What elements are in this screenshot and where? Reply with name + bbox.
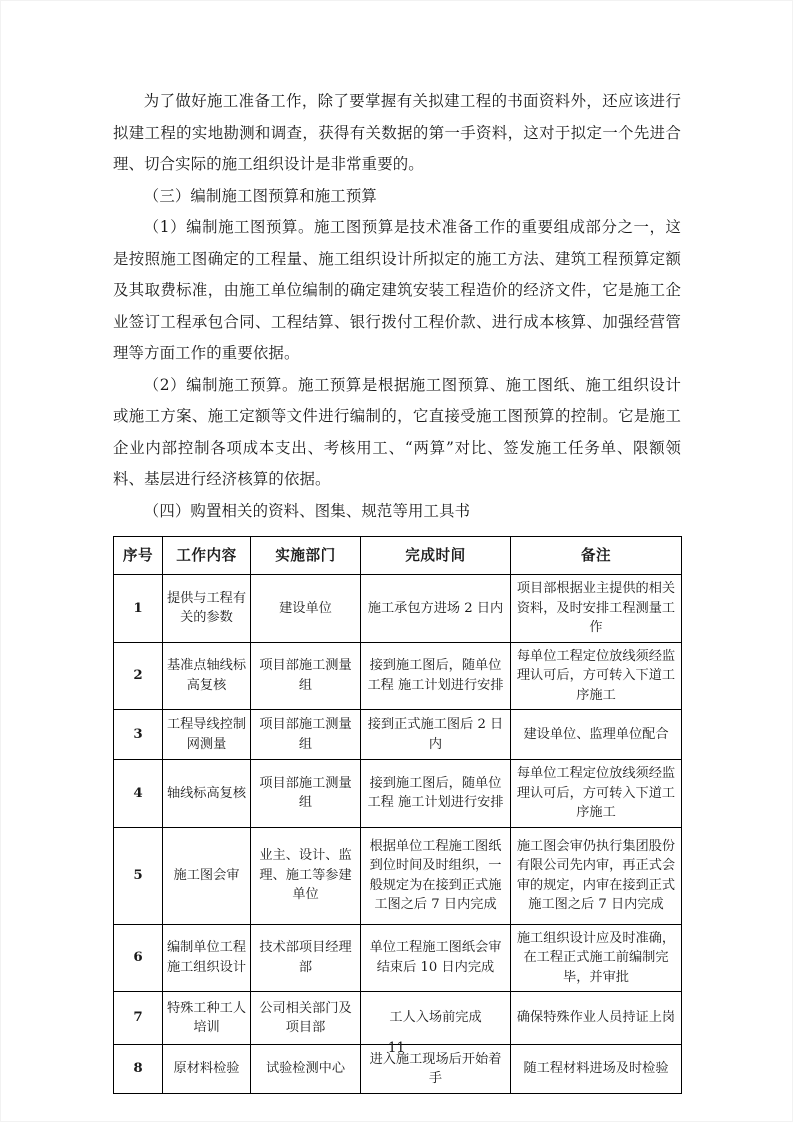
paragraph-3: （2）编制施工预算。施工预算是根据施工图预算、施工图纸、施工组织设计或施工方案、施工定额等文件进行编制的，它直接受施工图预算的控制。它是施工企业内部控制各项成本支出、考核用工、“两算”对比、签发施工任务单、限额领料、基层进行经济核算的依据。 bbox=[113, 375, 681, 488]
cell-dept: 项目部施工测量组 bbox=[251, 710, 361, 760]
cell-note: 随工程材料进场及时检验 bbox=[511, 1045, 682, 1094]
cell-time: 施工承包方进场 2 日内 bbox=[361, 575, 511, 643]
cell-time: 接到施工图后，随单位工程 施工计划进行安排 bbox=[361, 642, 511, 710]
cell-index: 3 bbox=[114, 710, 163, 760]
cell-note: 每单位工程定位放线须经监理认可后，方可转入下道工序施工 bbox=[511, 760, 682, 828]
cell-time: 接到施工图后，随单位工程 施工计划进行安排 bbox=[361, 760, 511, 828]
cell-work: 原材料检验 bbox=[163, 1045, 251, 1094]
table-header-index: 序号 bbox=[114, 537, 163, 575]
table-header-time: 完成时间 bbox=[361, 537, 511, 575]
cell-index: 8 bbox=[114, 1045, 163, 1094]
cell-index: 2 bbox=[114, 642, 163, 710]
cell-dept: 试验检测中心 bbox=[251, 1045, 361, 1094]
paragraph-heading-4: （四）购置相关的资料、图集、规范等用工具书 bbox=[143, 501, 471, 520]
cell-time: 根据单位工程施工图纸到位时间及时组织，一般规定为在接到正式施工图之后 7 日内完成 bbox=[361, 827, 511, 924]
cell-work: 编制单位工程施工组织设计 bbox=[163, 924, 251, 992]
cell-time: 工人入场前完成 bbox=[361, 992, 511, 1045]
work-table-container bbox=[113, 536, 681, 1094]
cell-index: 1 bbox=[114, 575, 163, 643]
table-row bbox=[114, 642, 682, 710]
table-header-row bbox=[114, 537, 682, 575]
table-row bbox=[114, 710, 682, 760]
cell-dept: 建设单位 bbox=[251, 575, 361, 643]
cell-note: 确保特殊作业人员持证上岗 bbox=[511, 992, 682, 1045]
cell-work: 基准点轴线标高复核 bbox=[163, 642, 251, 710]
table-header-work: 工作内容 bbox=[163, 537, 251, 575]
table-row bbox=[114, 924, 682, 992]
cell-note: 施工图会审仍执行集团股份有限公司先内审，再正式会审的规定，内审在接到正式施工图之后 7 日内完成 bbox=[511, 827, 682, 924]
cell-dept: 业主、设计、监理、施工等参建单位 bbox=[251, 827, 361, 924]
cell-dept: 项目部施工测量组 bbox=[251, 642, 361, 710]
cell-dept: 技术部项目经理部 bbox=[251, 924, 361, 992]
cell-note: 项目部根据业主提供的相关资料，及时安排工程测量工作 bbox=[511, 575, 682, 643]
cell-work: 施工图会审 bbox=[163, 827, 251, 924]
work-schedule-table bbox=[113, 536, 682, 1094]
paragraph-heading-3: （三）编制施工图预算和施工预算 bbox=[143, 186, 377, 205]
cell-time: 单位工程施工图纸会审结束后 10 日内完成 bbox=[361, 924, 511, 992]
cell-note: 施工组织设计应及时准确，在工程正式施工前编制完毕，并审批 bbox=[511, 924, 682, 992]
cell-index: 7 bbox=[114, 992, 163, 1045]
page-content bbox=[113, 86, 681, 1094]
cell-note: 每单位工程定位放线须经监理认可后，方可转入下道工序施工 bbox=[511, 642, 682, 710]
table-body bbox=[114, 575, 682, 1094]
table-row bbox=[114, 827, 682, 924]
table-header-dept: 实施部门 bbox=[251, 537, 361, 575]
paragraph-2: （1）编制施工图预算。施工图预算是技术准备工作的重要组成部分之一，这是按照施工图确定的工程量、施工组织设计所拟定的施工方法、建筑工程预算定额及其取费标准，由施工单位编制的确定建筑安装工程造价的经济文件，它是施工企业签订工程承包合同、工程结算、银行拨付工程价款、进行成本核算、加强经营管理等方面工作的重要依据。 bbox=[113, 218, 681, 362]
cell-time: 进入施工现场后开始着手 bbox=[361, 1045, 511, 1094]
cell-work: 工程导线控制网测量 bbox=[163, 710, 251, 760]
table-row bbox=[114, 760, 682, 828]
cell-dept: 项目部施工测量组 bbox=[251, 760, 361, 828]
cell-index: 5 bbox=[114, 827, 163, 924]
table-header-note: 备注 bbox=[511, 537, 682, 575]
page-number: 11 bbox=[387, 1040, 406, 1056]
cell-note: 建设单位、监理单位配合 bbox=[511, 710, 682, 760]
paragraph-1: 为了做好施工准备工作，除了要掌握有关拟建工程的书面资料外，还应该进行拟建工程的实地勘测和调查，获得有关数据的第一手资料，这对于拟定一个先进合理、切合实际的施工组织设计是非常重要的。 bbox=[113, 92, 681, 173]
cell-work: 特殊工种工人培训 bbox=[163, 992, 251, 1045]
cell-index: 4 bbox=[114, 760, 163, 828]
table-row bbox=[114, 992, 682, 1045]
cell-dept: 公司相关部门及项目部 bbox=[251, 992, 361, 1045]
table-header bbox=[114, 537, 682, 575]
cell-work: 轴线标高复核 bbox=[163, 760, 251, 828]
cell-index: 6 bbox=[114, 924, 163, 992]
cell-work: 提供与工程有关的参数 bbox=[163, 575, 251, 643]
table-row bbox=[114, 575, 682, 643]
cell-time: 接到正式施工图后 2 日内 bbox=[361, 710, 511, 760]
